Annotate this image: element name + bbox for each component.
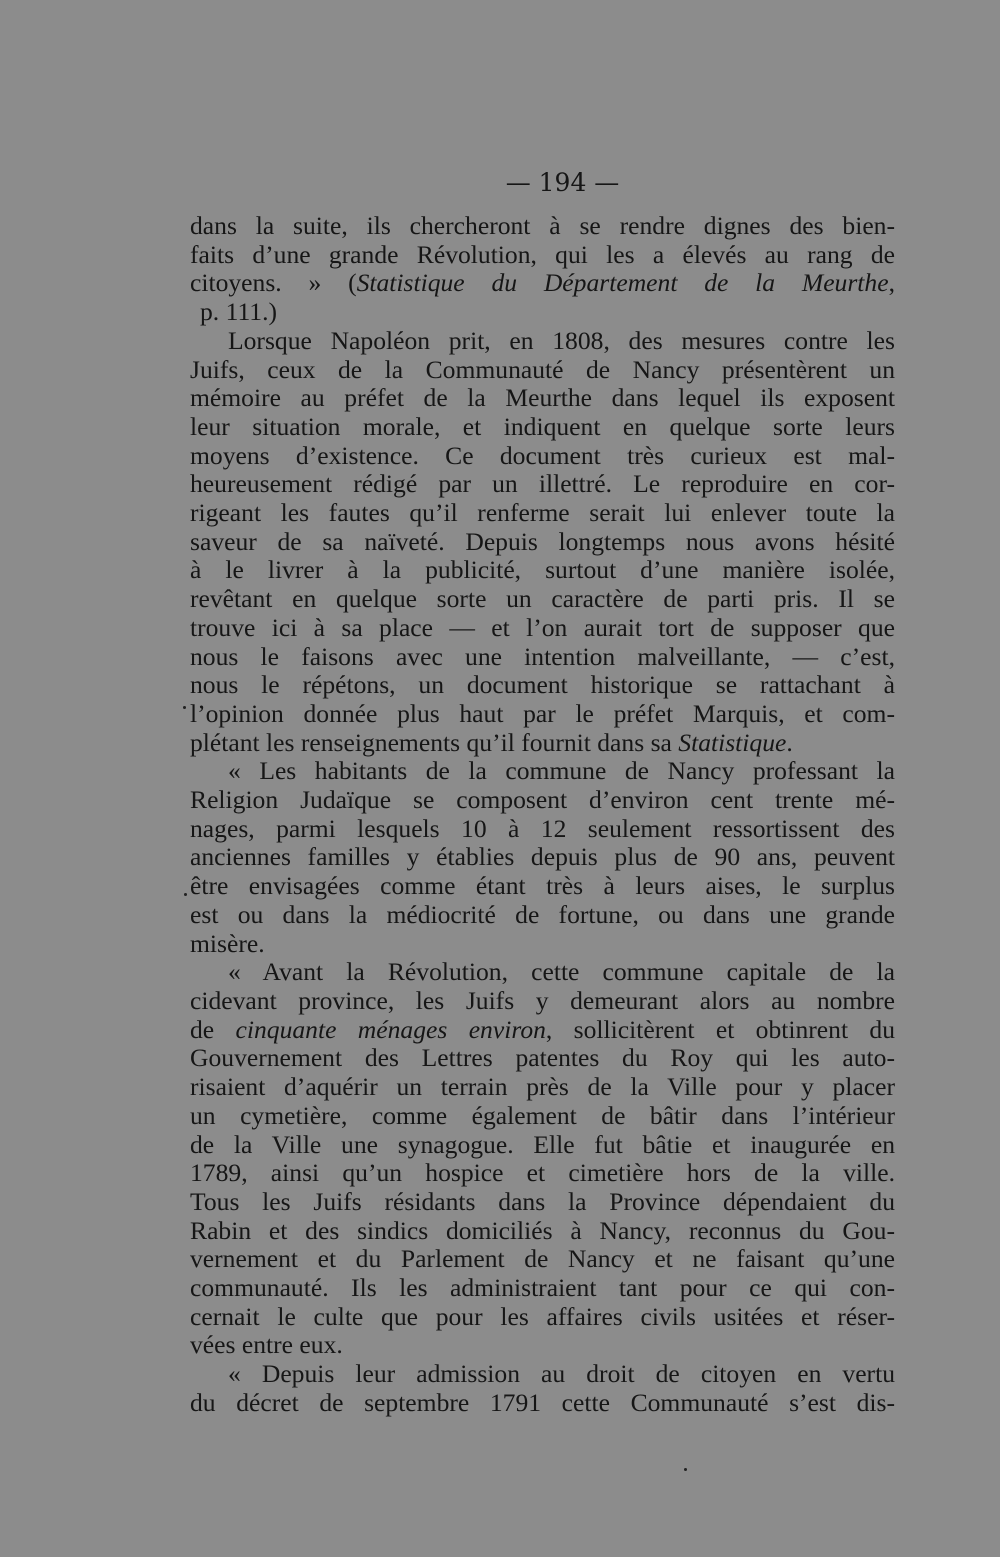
text-line: heureusement rédigé par un illettré. Le reproduire en cor-	[190, 469, 895, 499]
paragraph	[190, 1360, 895, 1417]
text-line: Lorsque Napoléon prit, en 1808, des mesures contre les	[228, 325, 895, 355]
text-line: « Les habitants de la commune de Nancy professant la	[228, 756, 895, 786]
text-line: nous le répétons, un document historique se rattachant à	[190, 670, 895, 700]
text-line: saveur de sa naïveté. Depuis longtemps nous avons hésité	[190, 526, 895, 556]
text-line-with-citation: citoyens. » (Statistique du Département de la Meurthe,	[190, 268, 895, 298]
text-line: vées entre eux.	[190, 1330, 343, 1360]
text-line: p. 111.)	[200, 297, 278, 327]
scan-speck	[183, 706, 186, 709]
text-line: vernement et du Parlement de Nancy et ne faisant qu’une	[190, 1244, 895, 1274]
paragraph	[190, 327, 895, 758]
body-text	[190, 212, 895, 1418]
page-number: — 194 —	[505, 168, 620, 197]
text-line: de la Ville une synagogue. Elle fut bâtie et inaugurée en	[190, 1129, 895, 1159]
text-line: cernait le culte que pour les affaires civils usitées et réser-	[190, 1301, 895, 1331]
scan-speck	[184, 893, 187, 896]
text-line-with-italic: de cinquante ménages environ, sollicitèrent et obtinrent du	[190, 1014, 895, 1044]
text-line: communauté. Ils les administraient tant pour ce qui con-	[190, 1273, 895, 1303]
text-line: est ou dans la médiocrité de fortune, ou dans une grande	[190, 899, 895, 929]
text-line: Gouvernement des Lettres patentes du Roy qui les auto-	[190, 1043, 895, 1073]
text-line: à le livrer à la publicité, surtout d’une manière isolée,	[190, 555, 895, 585]
paragraph	[190, 757, 895, 958]
text-line: « Avant la Révolution, cette commune capitale de la	[228, 957, 895, 987]
text-line: rigeant les fautes qu’il renferme serait lui enlever toute la	[190, 498, 895, 528]
book-page	[190, 168, 895, 1418]
text-line: cidevant province, les Juifs y demeurant alors au nombre	[190, 985, 895, 1015]
text-line: l’opinion donnée plus haut par le préfet Marquis, et com-	[190, 698, 895, 728]
text-line: Juifs, ceux de la Communauté de Nancy présentèrent un	[190, 354, 895, 384]
text-line: faits d’une grande Révolution, qui les a élevés au rang de	[190, 239, 895, 269]
text-line: Tous les Juifs résidants dans la Province dépendaient du	[190, 1186, 895, 1216]
paragraph-continuation	[190, 212, 895, 327]
paragraph	[190, 958, 895, 1360]
text-line: nous le faisons avec une intention malveillante, — c’est,	[190, 641, 895, 671]
text-line: du décret de septembre 1791 cette Communauté s’est dis-	[190, 1387, 895, 1417]
text-line: « Depuis leur admission au droit de citoyen en vertu	[228, 1359, 895, 1389]
text-line: être envisagées comme étant très à leurs aises, le surplus	[190, 871, 895, 901]
text-line: un cymetière, comme également de bâtir dans l’intérieur	[190, 1100, 895, 1130]
text-line: mémoire au préfet de la Meurthe dans lequel ils exposent	[190, 383, 895, 413]
text-line: misère.	[190, 928, 265, 958]
text-line-with-italic: plétant les renseignements qu’il fournit dans sa Statistique.	[190, 727, 793, 757]
text-line: leur situation morale, et indiquent en quelque sorte leurs	[190, 411, 895, 441]
text-line: 1789, ainsi qu’un hospice et cimetière hors de la ville.	[190, 1158, 895, 1188]
text-line: anciennes familles y établies depuis plus de 90 ans, peuvent	[190, 842, 895, 872]
text-line: dans la suite, ils chercheront à se rendre dignes des bien-	[190, 211, 895, 240]
text-line: Religion Judaïque se composent d’environ cent trente mé-	[190, 785, 895, 815]
text-line: trouve ici à sa place — et l’on aurait tort de supposer que	[190, 612, 895, 642]
text-line: Rabin et des sindics domiciliés à Nancy, reconnus du Gou-	[190, 1215, 895, 1245]
scan-speck	[684, 1468, 687, 1471]
text-line: revêtant en quelque sorte un caractère de parti pris. Il se	[190, 584, 895, 614]
text-line: nages, parmi lesquels 10 à 12 seulement ressortissent des	[190, 813, 895, 843]
text-line: risaient d’aquérir un terrain près de la Ville pour y placer	[190, 1072, 895, 1102]
text-line: moyens d’existence. Ce document très curieux est mal-	[190, 440, 895, 470]
